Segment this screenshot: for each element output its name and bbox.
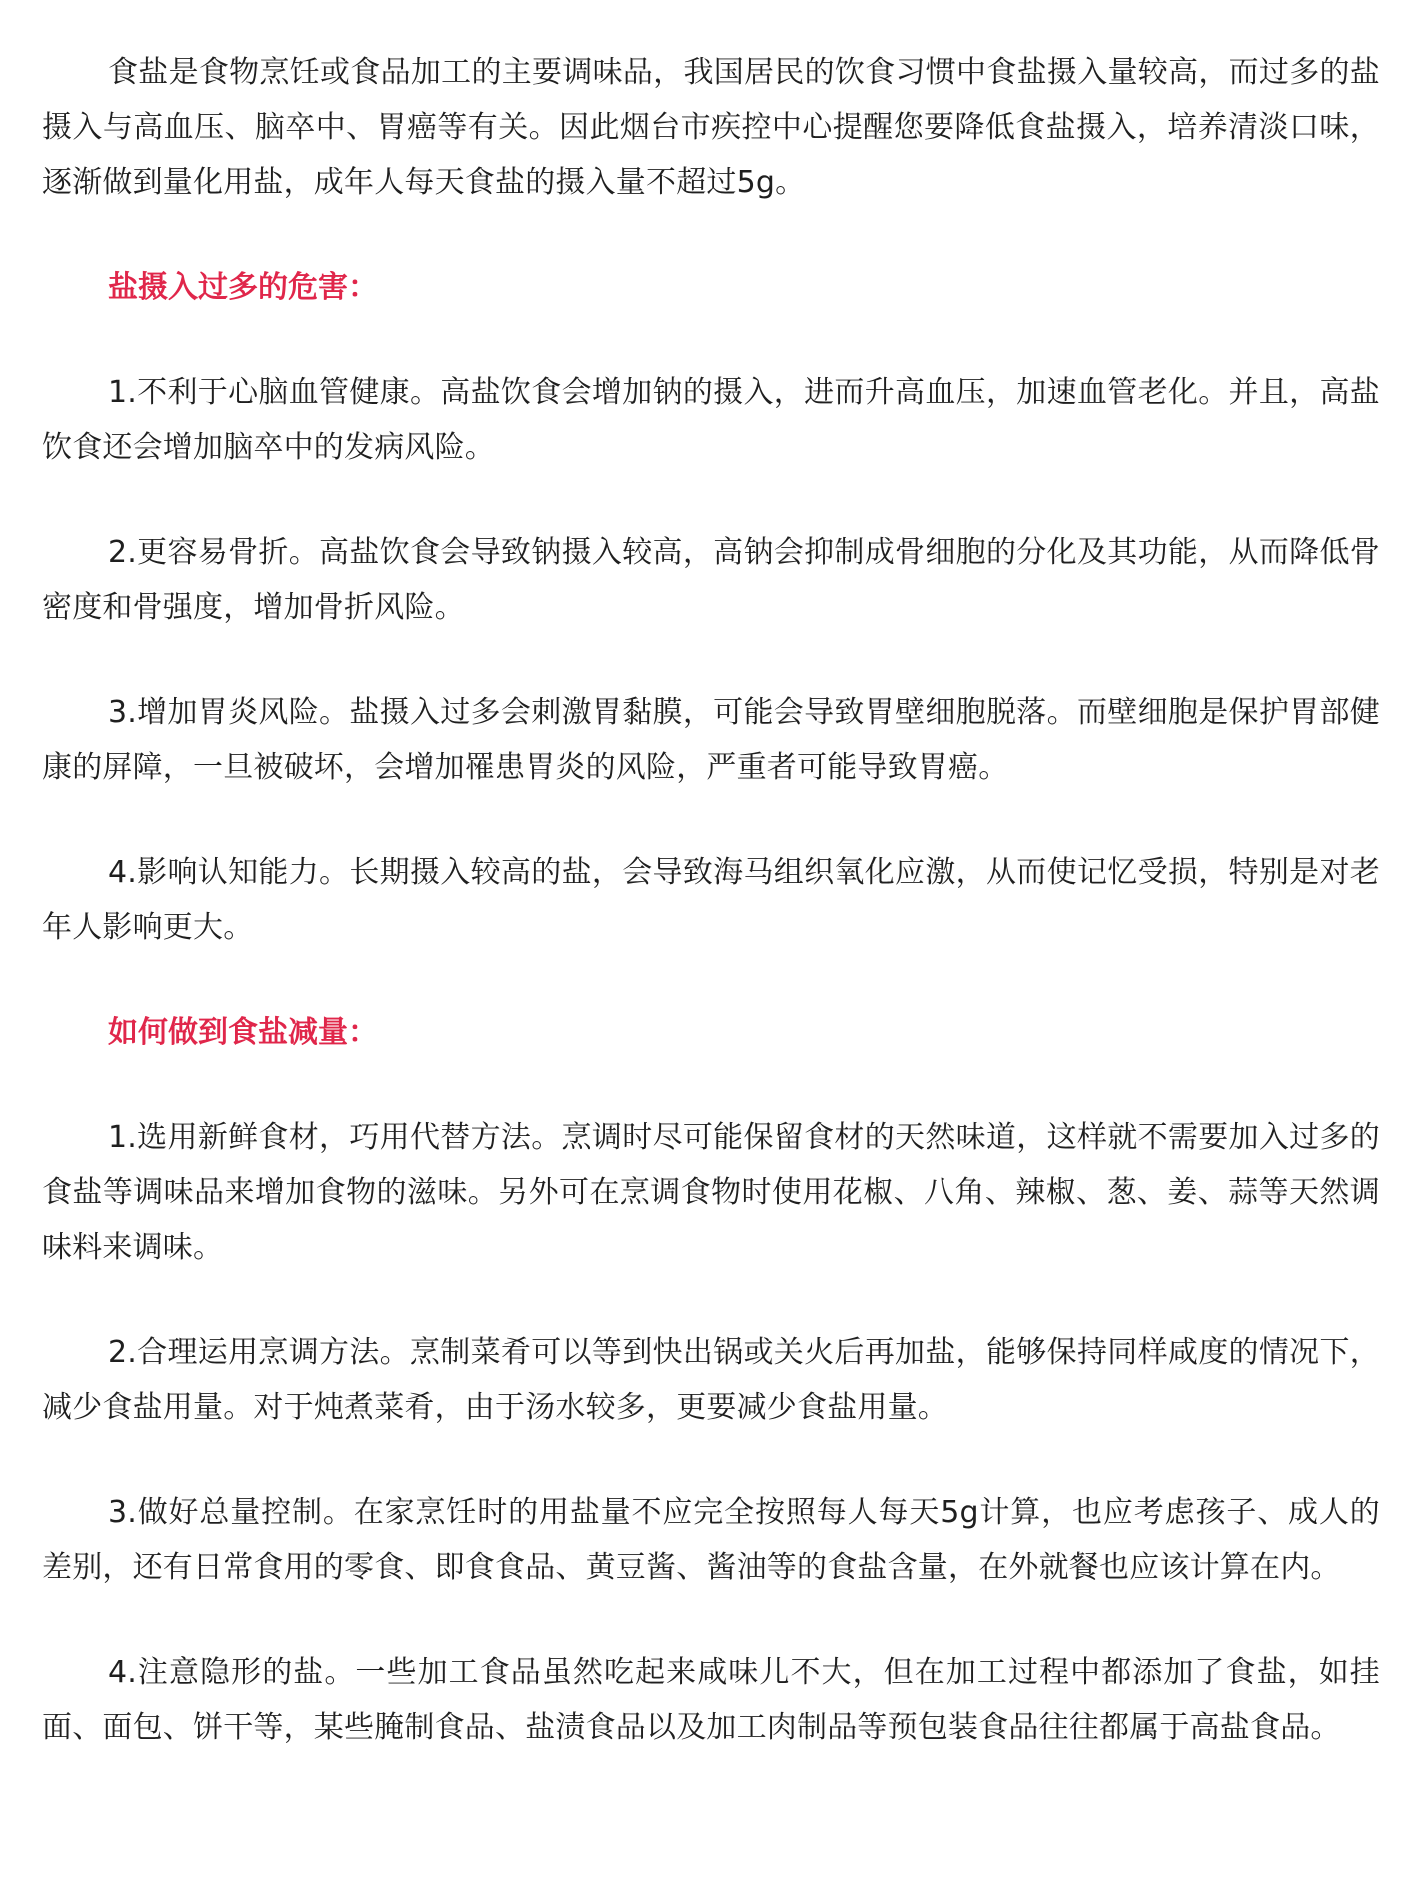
harm-point-1: 1.不利于心脑血管健康。高盐饮食会增加钠的摄入，进而升高血压，加速血管老化。并且，高盐饮食还会增加脑卒中的发病风险。 [42, 375, 1380, 465]
reduce-point-4: 4.注意隐形的盐。一些加工食品虽然吃起来咸味儿不大，但在加工过程中都添加了食盐，如挂面、面包、饼干等，某些腌制食品、盐渍食品以及加工肉制品等预包装食品往往都属于高盐食品。 [42, 1655, 1380, 1745]
reduce-point-2: 2.合理运用烹调方法。烹制菜肴可以等到快出锅或关火后再加盐，能够保持同样咸度的情况下，减少食盐用量。对于炖煮菜肴，由于汤水较多，更要减少食盐用量。 [42, 1335, 1380, 1425]
reduce-point-3: 3.做好总量控制。在家烹饪时的用盐量不应完全按照每人每天5g计算，也应考虑孩子、成人的差别，还有日常食用的零食、即食食品、黄豆酱、酱油等的食盐含量，在外就餐也应该计算在内。 [42, 1495, 1380, 1585]
reduce-point-1: 1.选用新鲜食材，巧用代替方法。烹调时尽可能保留食材的天然味道，这样就不需要加入过多的食盐等调味品来增加食物的滋味。另外可在烹调食物时使用花椒、八角、辣椒、葱、姜、蒜等天然调味料来调味。 [42, 1120, 1380, 1265]
intro-paragraph: 食盐是食物烹饪或食品加工的主要调味品，我国居民的饮食习惯中食盐摄入量较高，而过多的盐摄入与高血压、脑卒中、胃癌等有关。因此烟台市疾控中心提醒您要降低食盐摄入，培养清淡口味，逐渐做到量化用盐，成年人每天食盐的摄入量不超过5g。 [42, 55, 1380, 200]
harm-section-heading: 盐摄入过多的危害： [108, 270, 378, 305]
harm-point-2: 2.更容易骨折。高盐饮食会导致钠摄入较高，高钠会抑制成骨细胞的分化及其功能，从而降低骨密度和骨强度，增加骨折风险。 [42, 535, 1380, 625]
reduce-section-heading: 如何做到食盐减量： [108, 1015, 378, 1050]
harm-point-4: 4.影响认知能力。长期摄入较高的盐，会导致海马组织氧化应激，从而使记忆受损，特别是对老年人影响更大。 [42, 855, 1380, 945]
harm-point-3: 3.增加胃炎风险。盐摄入过多会刺激胃黏膜，可能会导致胃壁细胞脱落。而壁细胞是保护胃部健康的屏障，一旦被破坏，会增加罹患胃炎的风险，严重者可能导致胃癌。 [42, 695, 1380, 785]
